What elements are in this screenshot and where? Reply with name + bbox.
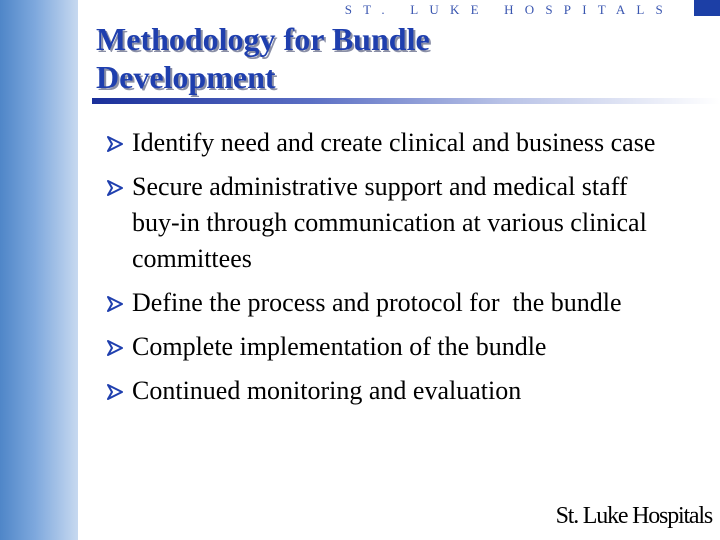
bullet-text: Identify need and create clinical and business case [132,128,656,157]
bullet-item [104,373,664,409]
bullet-item [104,329,664,365]
slide-title: Methodology for Bundle Development [96,21,430,95]
arrowhead-bullet-icon [106,296,124,312]
arrowhead-bullet-icon [106,180,124,196]
arrowhead-bullet-icon [106,384,124,400]
bullet-item [104,125,664,161]
bullet-text: Complete implementation of the bundle [132,332,547,361]
bullet-list [104,125,664,417]
title-underline [92,98,720,104]
bullet-item [104,285,664,321]
bullet-text: Define the process and protocol for the bundle [132,288,622,317]
arrowhead-bullet-icon [106,136,124,152]
bullet-text: Secure administrative support and medical staff buy-in through communication at various clinical committees [132,172,647,273]
header-organization: ST. LUKE HOSPITALS [344,2,674,17]
left-gradient-band [0,0,78,540]
bullet-text: Continued monitoring and evaluation [132,376,522,405]
corner-square [694,0,720,16]
footer-logo: St. Luke Hospitals [555,503,712,529]
arrowhead-bullet-icon [106,340,124,356]
bullet-item [104,169,664,277]
